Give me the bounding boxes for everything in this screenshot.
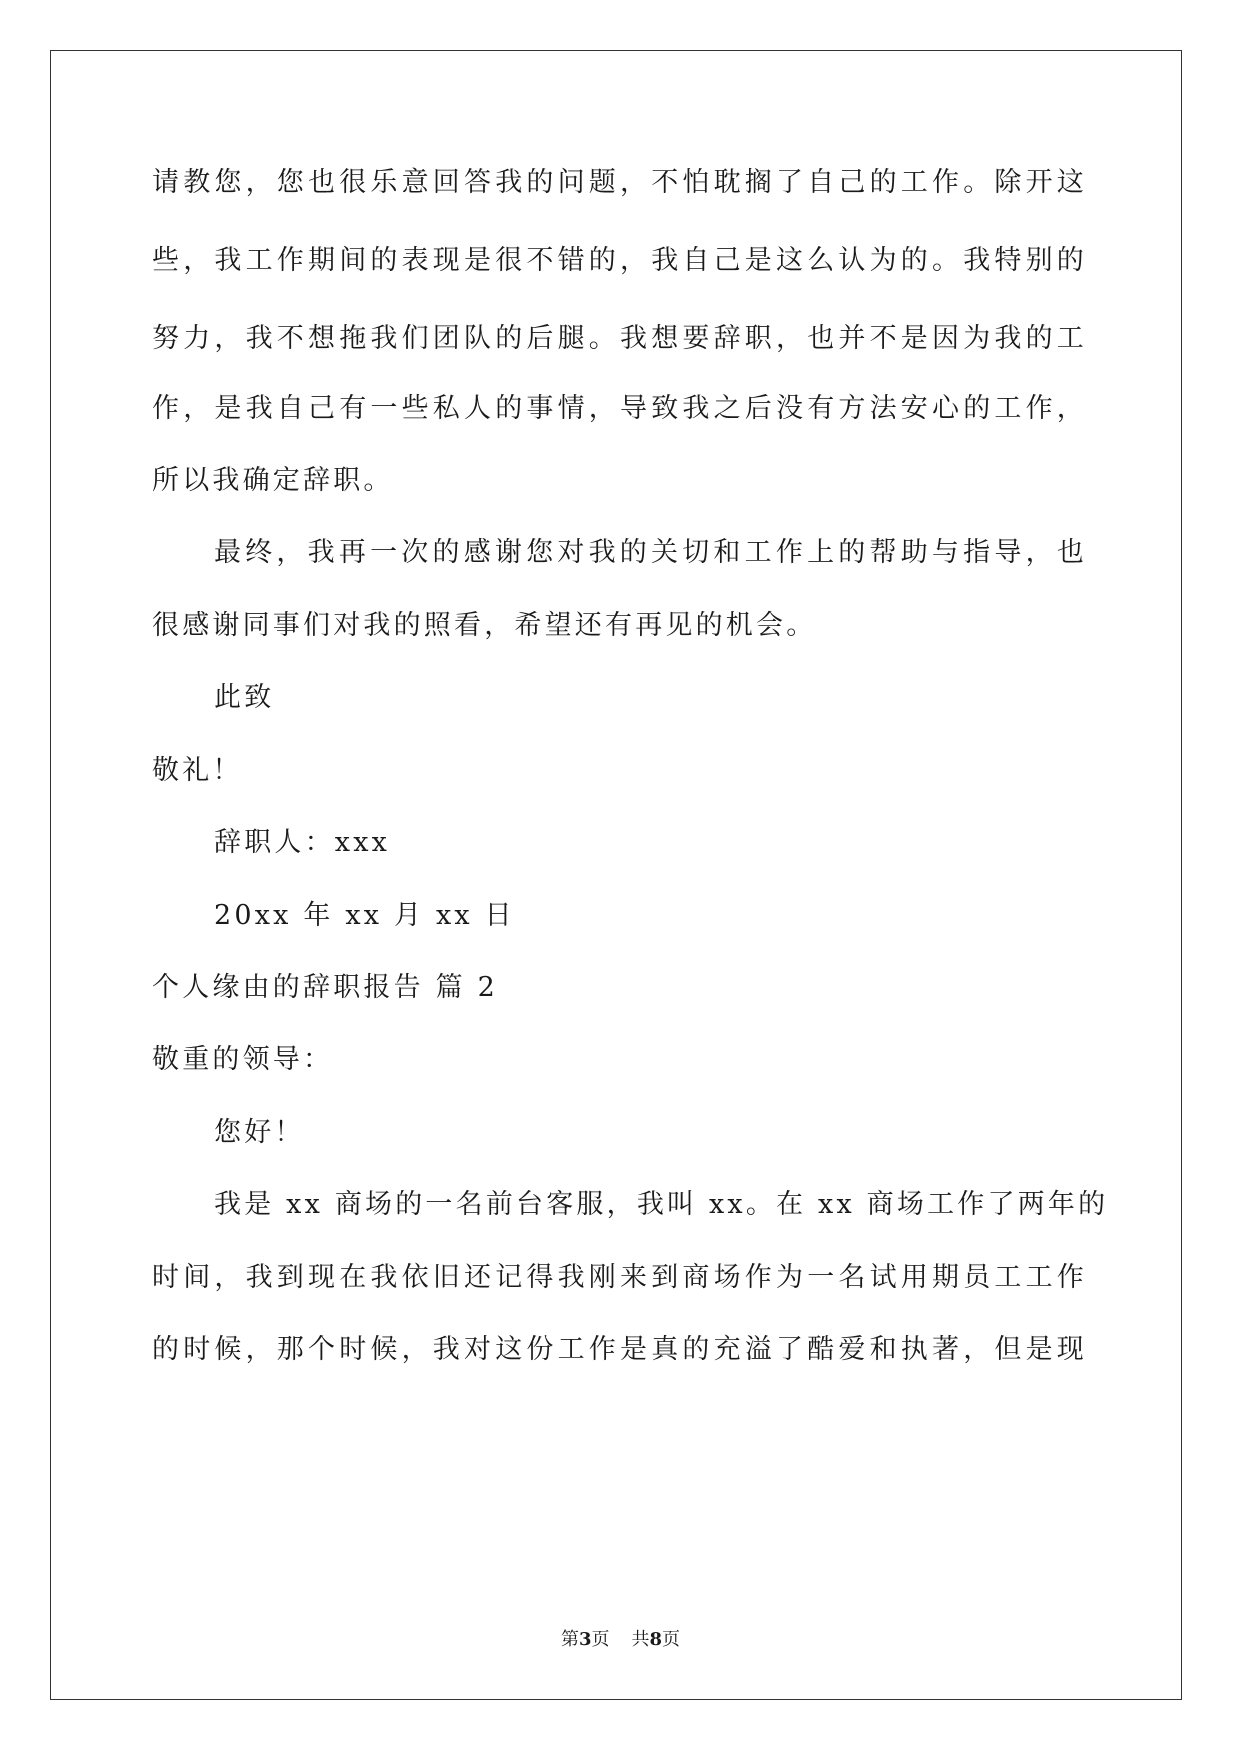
paragraph-line: 的时候，那个时候，我对这份工作是真的充溢了酷爱和执著，但是现 <box>152 1334 1087 1365</box>
total-suffix: 页 <box>662 1629 681 1650</box>
closing-salutation: 此致 <box>214 682 275 713</box>
paragraph-line: 请教您，您也很乐意回答我的问题，不怕耽搁了自己的工作。除开这 <box>152 167 1087 198</box>
paragraph-line: 最终，我再一次的感谢您对我的关切和工作上的帮助与指导，也 <box>214 537 1087 568</box>
page-prefix: 第 <box>560 1629 579 1650</box>
section-heading: 个人缘由的辞职报告 篇 2 <box>152 972 498 1003</box>
page-footer <box>0 1625 1241 1651</box>
signature-line: 辞职人：xxx <box>214 827 391 858</box>
page-total: 8 <box>649 1629 663 1650</box>
closing-regards: 敬礼！ <box>152 755 243 786</box>
greeting-addressee: 敬重的领导： <box>152 1044 334 1075</box>
paragraph-line: 努力，我不想拖我们团队的后腿。我想要辞职，也并不是因为我的工 <box>152 323 1087 354</box>
paragraph-line: 所以我确定辞职。 <box>152 465 394 496</box>
paragraph-line: 些，我工作期间的表现是很不错的，我自己是这么认为的。我特别的 <box>152 245 1087 276</box>
paragraph-line: 作，是我自己有一些私人的事情，导致我之后没有方法安心的工作， <box>152 393 1087 424</box>
page-suffix: 页 <box>591 1629 610 1650</box>
page-border <box>50 50 1182 1700</box>
page-number: 3 <box>578 1629 592 1650</box>
total-prefix: 共 <box>631 1629 650 1650</box>
greeting: 您好！ <box>214 1117 305 1148</box>
paragraph-line: 很感谢同事们对我的照看，希望还有再见的机会。 <box>152 610 817 641</box>
paragraph-line: 我是 xx 商场的一名前台客服，我叫 xx。在 xx 商场工作了两年的 <box>214 1189 1109 1220</box>
date-line: 20xx 年 xx 月 xx 日 <box>214 900 515 931</box>
paragraph-line: 时间，我到现在我依旧还记得我刚来到商场作为一名试用期员工工作 <box>152 1262 1087 1293</box>
